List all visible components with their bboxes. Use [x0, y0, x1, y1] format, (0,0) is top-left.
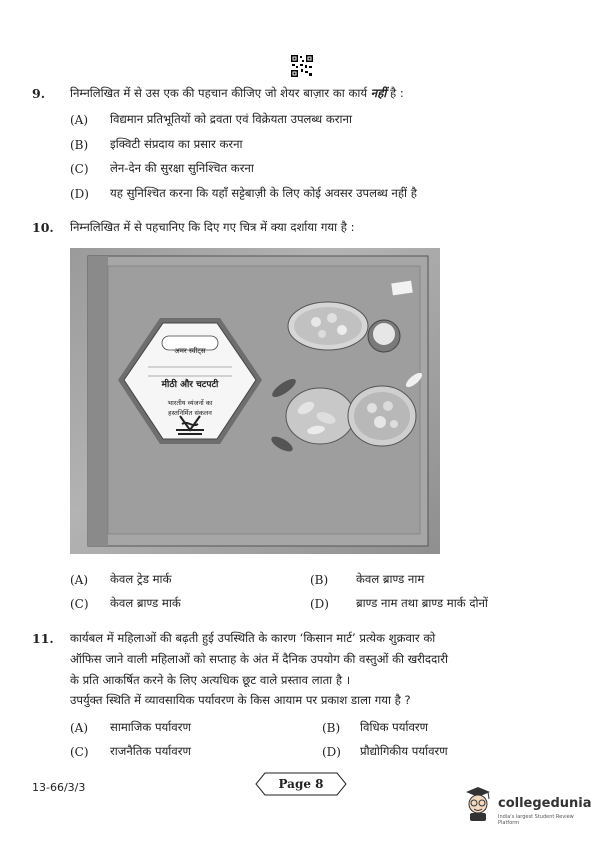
question-9-text-prefix: निम्नलिखित में से उस एक की पहचान कीजिए जो शेयर बाज़ार का कार्य — [70, 86, 368, 100]
collegedunia-tagline: India's largest Student Review Platform — [498, 814, 574, 826]
q11-option-c-text: राजनैतिक पर्यावरण — [110, 744, 191, 758]
qr-code-icon — [290, 54, 314, 78]
q10-option-a-text: केवल ट्रेड मार्क — [110, 572, 172, 586]
question-11-line2: ऑफिस जाने वाली महिलाओं को सप्ताह के अंत में दैनिक उपयोग की वस्तुओं की खरीददारी — [70, 652, 448, 666]
q9-option-b-letter: (B) — [70, 138, 89, 152]
q11-option-a-letter: (A) — [70, 721, 89, 735]
q10-option-c-letter: (C) — [70, 597, 89, 611]
question-9-text-suffix: है : — [390, 86, 404, 100]
image-subtitle-line1: भारतीय व्यंजनों का — [167, 399, 213, 407]
product-box-illustration — [70, 248, 440, 554]
q10-option-b-letter: (B) — [310, 573, 329, 587]
q10-option-d-letter: (D) — [310, 597, 329, 611]
question-11-line3: के प्रति आकर्षित करने के लिए अत्यधिक छूट वाले प्रस्ताव लाता है । — [70, 673, 351, 687]
image-brand-name: अमर स्वीट्स — [174, 347, 206, 355]
page-number: Page 8 — [278, 777, 324, 791]
question-9-text — [70, 85, 404, 102]
q10-option-c-text: केवल ब्राण्ड मार्क — [110, 596, 181, 610]
q9-option-c-letter: (C) — [70, 162, 89, 176]
q11-option-d-text: प्रौद्योगिकीय पर्यावरण — [360, 744, 448, 758]
q9-option-c-text: लेन-देन की सुरक्षा सुनिश्चित करना — [110, 161, 254, 175]
q9-option-a-text: विद्यमान प्रतिभूतियों को द्रवता एवं विक्रेयता उपलब्ध कराना — [110, 112, 352, 126]
q10-option-d-text: ब्राण्ड नाम तथा ब्राण्ड मार्क दोनों — [356, 596, 488, 610]
q9-option-d-letter: (D) — [70, 187, 89, 201]
q11-option-c-letter: (C) — [70, 745, 89, 759]
q9-option-b-text: इक्विटी संप्रदाय का प्रसार करना — [110, 137, 243, 151]
question-11-number: 11. — [32, 631, 54, 646]
q11-option-d-letter: (D) — [322, 745, 341, 759]
q10-option-a-letter: (A) — [70, 573, 89, 587]
image-subtitle-line2: हस्तनिर्मित संकलन — [168, 409, 212, 417]
q10-option-b-text: केवल ब्राण्ड नाम — [356, 572, 425, 586]
q9-option-a-letter: (A) — [70, 113, 89, 127]
collegedunia-brand-name: collegedunia — [498, 796, 592, 811]
question-10-number: 10. — [32, 220, 54, 235]
paper-code: 13-66/3/3 — [32, 781, 86, 794]
q11-option-a-text: सामाजिक पर्यावरण — [110, 720, 191, 734]
question-9-number: 9. — [32, 86, 46, 101]
question-11-line1: कार्यबल में महिलाओं की बढ़ती हुई उपस्थिति के कारण ‘किसान मार्ट’ प्रत्येक शुक्रवार को — [70, 631, 436, 645]
q11-option-b-letter: (B) — [322, 721, 341, 735]
q11-option-b-text: विधिक पर्यावरण — [360, 720, 429, 734]
product-box-image — [70, 248, 440, 554]
question-10-text: निम्नलिखित में से पहचानिए कि दिए गए चित्र में क्या दर्शाया गया है : — [70, 220, 355, 234]
q9-option-d-text: यह सुनिश्चित करना कि यहाँ सट्टेबाज़ी के लिए कोई अवसर उपलब्ध नहीं है — [110, 186, 417, 200]
question-9-emphasis: नहीं — [370, 86, 387, 100]
question-11-line4: उपर्युक्त स्थिति में व्यावसायिक पर्यावरण के किस आयाम पर प्रकाश डाला गया है ? — [70, 693, 411, 707]
image-product-title: मीठी और चटपटी — [161, 380, 219, 390]
collegedunia-mascot-icon — [462, 786, 494, 822]
